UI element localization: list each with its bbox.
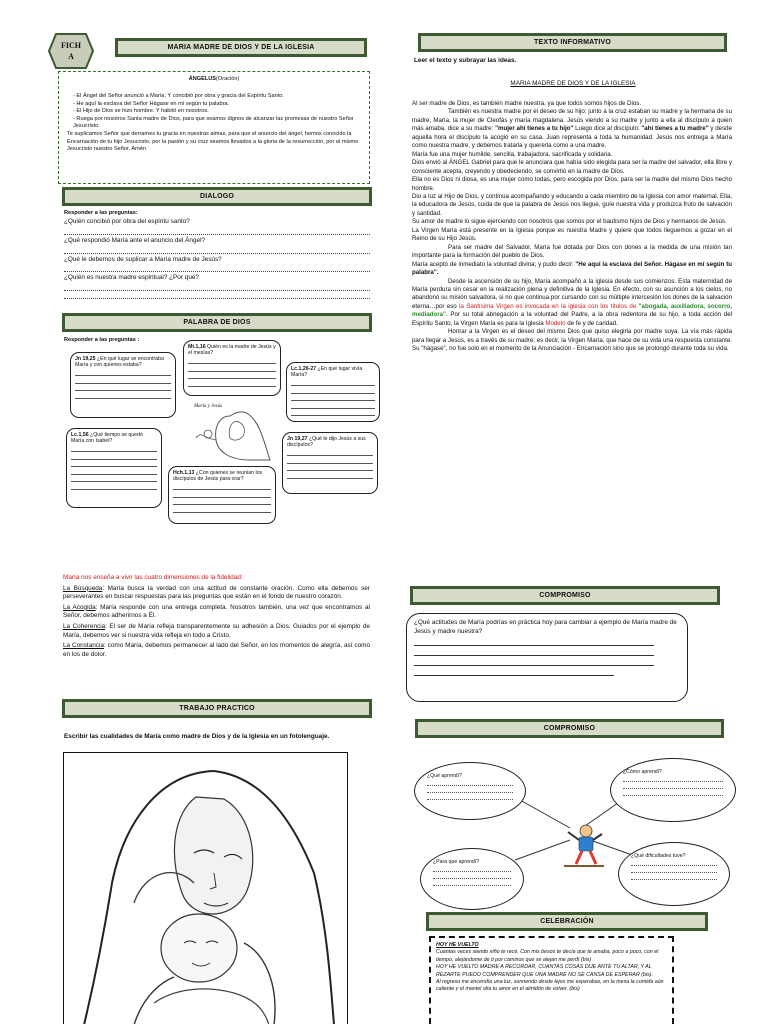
question-box-jn1927[interactable]: Jn 19,27 ¿Qué le dijo Jesús a sus discípulos? xyxy=(282,432,378,494)
question-box-hch113[interactable]: Hch.1,13 ¿Con quienes se reunían los discípulos de Jesús para orar? xyxy=(168,466,276,524)
song-verse: Al regreso me encendía una luz, sonriendo desde lejos me esperabas, en la mesa la comida aún caliente y el mantel olía tu amor en el almidón de volver. (bis) xyxy=(436,979,664,993)
texto-paragraph: María aceptó de inmediato la voluntad divina; y pudo decir: "He aquí la esclava del Señor. Hágase en mí según tu palabra". xyxy=(412,260,732,277)
compromiso1-banner xyxy=(410,586,720,605)
dialogo-section xyxy=(64,210,370,299)
song-verse: Cuantas veces siendo niño te recé. Con mis besos te decía que te amaba, poco a poco, con el tiempo, alejándome de ti por caminos que se alejan me perdí (bis) xyxy=(436,949,659,963)
fidelidad-item: La Coherencia: El ser de María refleja transparentemente su adhesión a Dios. Guiados por el ejemplo de María, debemos ver si nuestra vida refleja en todo a Cristo. xyxy=(63,622,370,639)
texto-paragraph: También es nuestra madre por el deseo de su hijo: junto a la cruz estaban su madre y la hermana de su madre, María, la mujer de Cleofás y maría magdalena. Jesús viendo a su madre y junto a ella al discípulo a quien más amaba, dice a su madre: "mujer ahí tienes a tu hijo" Luego dice al discípulo: "ahí tienes a tu madre" y desde aquella hora el discípulo la acogió en su casa. Juan representa a toda la humanidad. Jesús nos entrega a María como nuestra madre, y debemos tratarla y quererla como a una madre. xyxy=(412,108,732,150)
texto-paragraph: Desde la ascensión de su hijo, María acompañó a la iglesia desde sus comienzos. Esta maternidad de María perdura sin cesar en la realización plena y definitiva de la Iglesia. En efecto, con su asunción a los cielos, no abandonó su misión salvadora, si no que continua por cursando con su múltiple intercesión los dones de la salvación eterna…por eso la Santísima Virgen es invocada en la iglesia con los títulos de "abogada, auxiliadora, socorro, mediadora". Por su total abnegación a la voluntad del Padre, a la obra redentora de su hijo, a toda acción del Espíritu Santo, la Virgen María es para la Iglesia Modelo de fe y de caridad. xyxy=(412,277,732,327)
dialogo-intro: Responder a las preguntas: xyxy=(64,210,138,216)
angelus-line: - El Hijo de Dios se hizo hombre. Y habitó en nosotros. xyxy=(73,108,209,115)
texto-body xyxy=(412,100,732,354)
ficha-label: FICH A xyxy=(61,41,81,61)
angelus-box: ÁNGELUS(Oración) - El Ángel del Señor anunció a María; Y concibió por obra y gracia del Espíritu Santo. - He aquí la esclava del Señor Hágase en mí según tu palabra. - El Hijo de Dios se hizo hombre. Y habitó en nosotros. - Ruega por nosotros Santa madre de Dios, para que seamos dignos de alcanzar las promesas de nuestro Señor Jesucristo. Te suplicamos Señor que derrames tu gracia en nuestras almas, para que el anuncio del ángel, hemos conocido la Encarnación de tu hijo Jesucristo, por la pasión y su cruz seamos llevados a la gloria de la resurrección, por el mismo Jesucristo nuestro Señor. Amén xyxy=(58,71,370,184)
angelus-line: - El Ángel del Señor anunció a María; Y concibió por obra y gracia del Espíritu Santo. xyxy=(73,93,284,100)
palabra-banner xyxy=(62,313,372,332)
dialogo-question: ¿Qué le debemos de suplicar a María madre de Jesús? xyxy=(64,255,222,263)
angelus-line: - He aquí la esclava del Señor Hágase en mí según tu palabra. xyxy=(73,100,230,107)
texto-paragraph: Dio a luz al Hijo de Dios, y continúa acompañando y educando a cada miembro de la Iglesia con amor maternal. Ella, la educadora de Jesús, cuida de que la palabra de Jesús nos llegue, guíe nuestra vida y produzca fruto de salvación y santidad. xyxy=(412,192,732,217)
texto-banner xyxy=(418,33,727,52)
texto-paragraph: Al ser madre de Dios, es también madre nuestra, ya que todos somos hijos de Dios. xyxy=(412,100,642,107)
compromiso2-title: COMPROMISO xyxy=(543,725,596,732)
texto-title: TEXTO INFORMATIVO xyxy=(533,39,612,46)
dialogo-question: ¿Qué respondió María ante el anuncio del Ángel? xyxy=(64,237,206,244)
maria-jesus-drawing-icon xyxy=(190,402,272,462)
palabra-title: PALABRA DE DIOS xyxy=(183,319,251,326)
angelus-closing: Te suplicamos Señor que derrames tu gracia en nuestras almas, para que el anuncio del ángel, hemos conocido la Encarnación de tu hijo Jesucristo, por la pasión y su cruz seamos llevados a la gloria de la resurrección, por el mismo Jesucristo nuestro Señor. Amén xyxy=(67,131,359,153)
main-title: MARIA MADRE DE DIOS Y DE LA IGLESIA xyxy=(167,44,315,51)
celebracion-title: CELEBRACIÓN xyxy=(540,918,594,925)
texto-paragraph: Para ser madre del Salvador, María fue dotada por Dios con dones a la medida de una misión tan importante para la formación del pueblo de Dios. xyxy=(412,243,732,260)
answer-line[interactable] xyxy=(64,283,370,291)
fidelidad-heading: María nos enseña a vivir las cuatro dimensiones de la fidelidad: xyxy=(63,574,243,581)
texto-paragraph: La Virgen María está presente en la Iglesia porque es nuestra Madre y quiere que todos lleguemos a gozar en el Reino de su Hijo Jesús. xyxy=(412,226,732,243)
answer-line[interactable] xyxy=(64,264,370,272)
texto-paragraph: Dios envió al ÁNGEL Gabriel para que le anunciara que había sido elegida para ser la madre del salvador, ella libre y consciente acepta, creyendo y obedeciendo, se convirtió en la madre de Dios. xyxy=(412,159,732,175)
question-box-lc156[interactable]: Lc.1,56 ¿Qué tiempo se quedó María con Isabel? xyxy=(66,428,162,508)
fidelidad-item: La Constancia: como María, debemos permanecer al lado del Señor, en los momentos de alegría, así como en los de dolor. xyxy=(63,642,370,658)
answer-line[interactable] xyxy=(64,227,370,235)
bubble-dificultades[interactable]: ¿Qué dificultades tuve? xyxy=(618,842,730,906)
song-title: HOY HE VUELTO xyxy=(436,942,479,948)
fidelidad-item: La Búsqueda: María busca la verdad con una actitud de constante oración. Como ella debemos ser perseverantes en buscar respuestas para las preguntas que están en el fondo de nuestro corazón. xyxy=(63,584,370,601)
song-chorus: HOY HE VUELTO MADRE A RECORDAR, CUANTAS COSAS DIJE ANTE TU ALTAR, Y AL REZARTE PUEDO COMPRENDER QUE UNA MADRE NO SE CANSA DE ESPERAR (bis). xyxy=(436,964,654,978)
angelus-line: - Ruega por nosotros Santa madre de Dios, para que seamos dignos de alcanzar las promesas de nuestro Señor Jesucristo. xyxy=(73,115,354,130)
compromiso2-banner xyxy=(415,719,724,738)
dialogo-title: DIALOGO xyxy=(199,193,235,200)
trabajo-title: TRABAJO PRACTICO xyxy=(179,705,255,712)
maria-jesus-caption: María y Jesús xyxy=(194,404,223,409)
dialogo-question: ¿Quién es nuestra madre espiritual? ¿Por qué? xyxy=(64,274,199,282)
fidelidad-item: La Acogida: María responde con una entrega completa. Nosotros también, una vez que encontramos al Señor, debemos adherirnos a Él. xyxy=(63,603,370,620)
compromiso1-title: COMPROMISO xyxy=(539,592,591,599)
answer-line[interactable] xyxy=(64,246,370,254)
virgin-and-child-drawing-icon xyxy=(64,753,348,1024)
celebracion-banner xyxy=(426,912,708,931)
fidelidad-section xyxy=(63,574,370,659)
trabajo-instruction: Escribir las cualidades de María como madre de Dios y de la Iglesia en un fotolenguaje. xyxy=(64,733,330,740)
texto-paragraph: Ella no es Dios ni diosa, es una mujer como todas, pero escogida por Dios, para ser la madre del mismo Dios hecho hombre. xyxy=(412,176,732,192)
texto-heading: MARIA MADRE DE DIOS Y DE LA IGLESIA xyxy=(510,80,636,87)
texto-instruction: Leer el texto y subrayar las ideas. xyxy=(414,57,517,64)
question-box-jn1925[interactable]: Jn 19,25 ¿En qué lugar se encontraba María y con quienes estaba? xyxy=(70,352,176,418)
bubble-como-aprendi[interactable]: ¿Cómo aprendí? xyxy=(610,758,736,822)
trabajo-banner xyxy=(62,699,372,718)
song-box xyxy=(429,936,674,1024)
angelus-heading: ÁNGELUS xyxy=(188,76,217,82)
texto-paragraph: María fue una mujer humilde, sencilla, trabajadora, sacrificada y solidaria. xyxy=(412,150,613,158)
palabra-intro: Responder a las preguntas : xyxy=(64,337,140,343)
dialogo-banner xyxy=(62,187,372,206)
dialogo-question: ¿Quién concibió por obra del espíritu santo? xyxy=(64,218,190,226)
texto-paragraph: Honrar a la Virgen es el deseo del mismo Dios que quiso elegirla por madre suya. La vía más rápida para llegar a Jesús, es a través de su madre; es decir, la Virgen María, que hace de su vida una respuesta constante. Su "hágase", no fue solo en el momento de la Anunciación - Encarnación sino que se prolongó durante toda su vida. xyxy=(412,328,732,353)
main-title-banner xyxy=(115,38,367,57)
bubble-que-aprendi[interactable]: ¿Qué aprendí? xyxy=(414,762,526,820)
photolanguage-frame[interactable] xyxy=(63,752,348,1024)
ficha-badge xyxy=(48,33,94,69)
question-box-lc12627[interactable]: Lc.1,26-27 ¿En qué lugar vivía María? xyxy=(286,362,380,422)
compromiso1-box[interactable] xyxy=(406,613,688,702)
texto-paragraph: Su amor de madre lo sigue ejerciendo con nosotros que somos por el bautismo hijos de Dios y hermanos de Jesús. xyxy=(412,218,727,226)
bubble-para-que-aprendi[interactable]: ¿Para que aprendí? xyxy=(420,848,524,910)
answer-line[interactable] xyxy=(64,291,370,299)
compromiso1-question: ¿Qué actitudes de María podrías en práctica hoy para cambiar a ejemplo de María madre de Jesús y madre nuestra? xyxy=(414,619,677,635)
maria-jesus-small-image xyxy=(190,402,272,462)
boy-climbing-icon xyxy=(562,822,606,868)
question-box-mt116[interactable]: Mt.1,16 Quién es la madre de Jesús y el mesías? xyxy=(183,340,281,396)
